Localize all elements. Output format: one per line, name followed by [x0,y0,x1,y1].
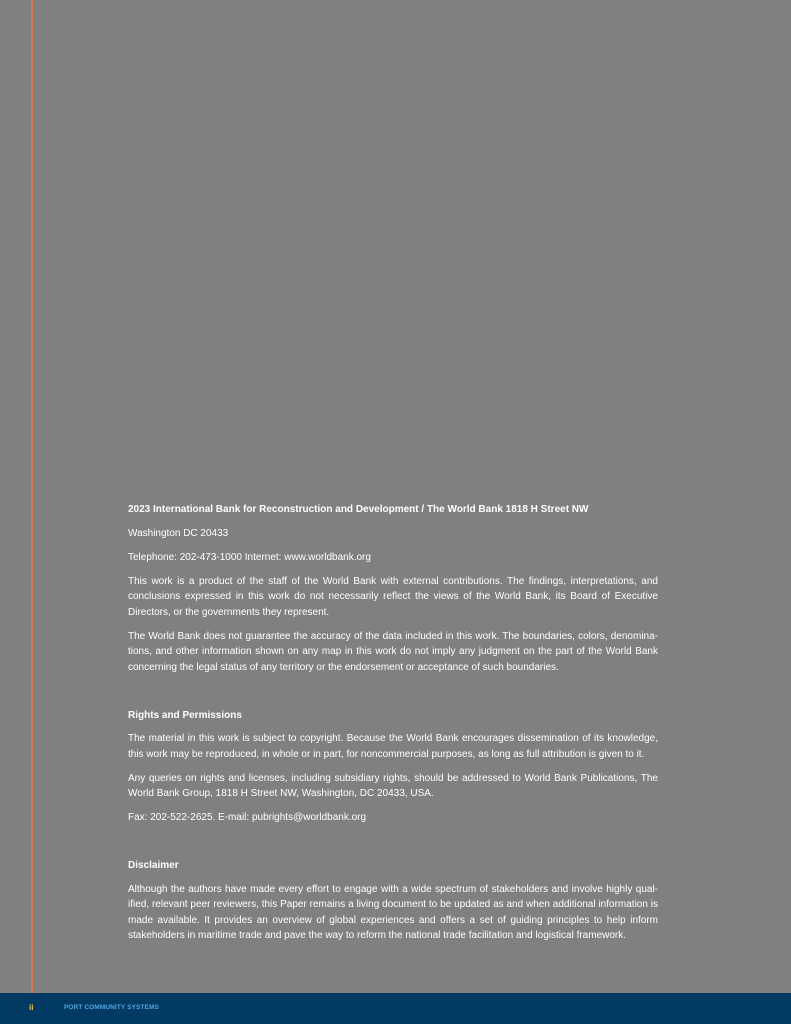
colophon-headline: 2023 International Bank for Reconstruction and Development / The World Bank 1818 H Street NW [128,504,589,515]
rights-paragraph-2: Any queries on rights and licenses, including subsidiary rights, should be addressed to World Bank Publications, The World Bank Group, 1818 H Street NW, Washington, DC 20433, USA. [128,772,658,799]
rights-paragraph-1: The material in this work is subject to copyright. Because the World Bank encourages dissemination of its knowledge, this work may be reproduced, in whole or in part, for noncommercial purposes, as long as full attribution is given to it. [128,733,658,760]
colophon-paragraph-2: The World Bank does not guarantee the accuracy of the data included in this work. The boundaries, colors, denomina-tions, and other information shown on any map in this work do not imply any judgment on the part of the World Bank concerning the legal status of any territory or the endorsement or acceptance of such boundaries. [128,630,658,673]
left-accent-rule [31,0,33,993]
page-number: ii [29,1003,34,1012]
copyright-page-content [128,502,658,952]
section-spacer [128,684,658,708]
page-footer [0,993,791,1024]
colophon-address: Washington DC 20433 [128,527,229,539]
rights-heading: Rights and Permissions [128,709,242,721]
disclaimer-paragraph: Although the authors have made every effort to engage with a wide spectrum of stakeholders and involve highly qual-ified, relevant peer reviewers, this Paper remains a living document to be updated as and when additional information is made available. It provides an overview of global experiences and offers a set of guiding principles to help inform stakeholders in maritime trade and pave the way to reform the national trade facilitation and logistical framework. [128,883,658,941]
disclaimer-heading: Disclaimer [128,860,179,871]
rights-fax-email: Fax: 202-522-2625. E-mail: pubrights@worldbank.org [128,812,367,823]
colophon-contact: Telephone: 202-473-1000 Internet: www.worldbank.org [128,551,371,563]
running-title: PORT COMMUNITY SYSTEMS [64,1004,159,1011]
colophon-paragraph-1: This work is a product of the staff of the World Bank with external contributions. The findings, interpretations, and conclusions expressed in this work do not necessarily reflect the views of the World Bank, its Board of Executive Directors, or the governments they represent. [128,575,658,618]
section-spacer [128,834,658,858]
